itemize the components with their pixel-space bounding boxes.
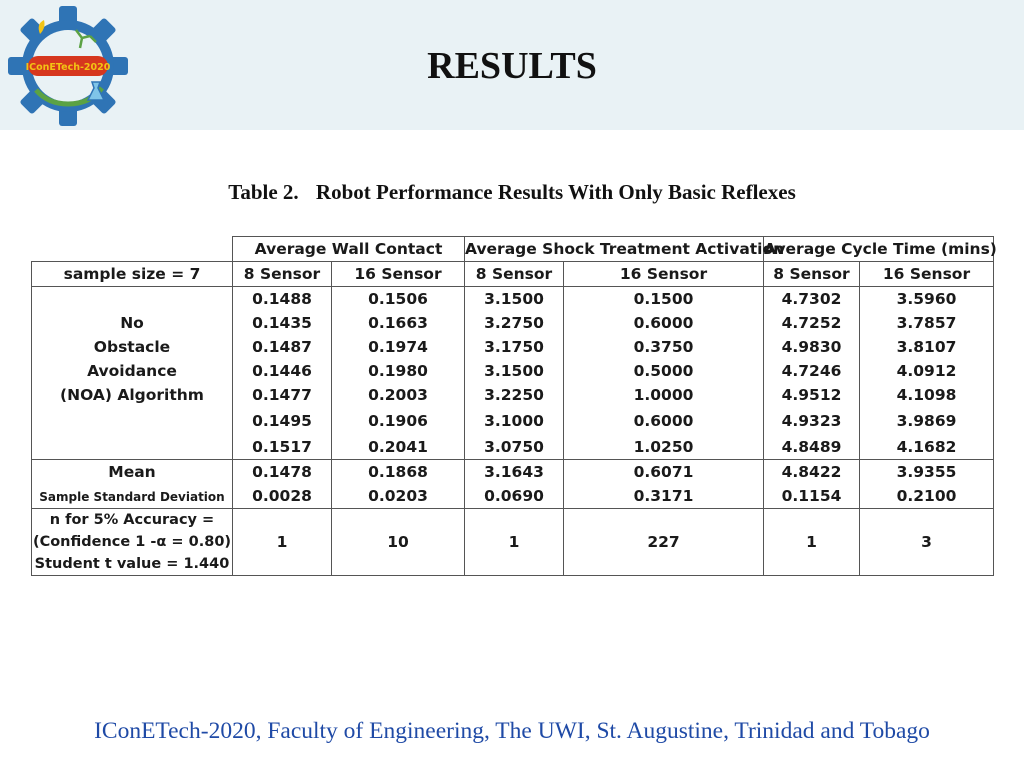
sd-cell: 0.0690 bbox=[465, 484, 564, 509]
table-cell: 4.7252 bbox=[764, 311, 860, 335]
table-cell: 0.3750 bbox=[564, 335, 764, 359]
table-cell: 4.0912 bbox=[860, 359, 994, 383]
algorithm-label-line: Avoidance bbox=[32, 359, 233, 383]
sd-cell: 0.1154 bbox=[764, 484, 860, 509]
algorithm-label-line: No bbox=[32, 311, 233, 335]
results-table bbox=[31, 236, 997, 576]
sub-header-cell: 16 Sensor bbox=[332, 262, 465, 287]
table-row bbox=[32, 383, 994, 407]
table-sub-header-row bbox=[32, 262, 994, 287]
row-label-blank bbox=[32, 407, 233, 435]
table-cell: 4.9323 bbox=[764, 407, 860, 435]
table-cell: 0.1500 bbox=[564, 287, 764, 312]
table-row bbox=[32, 311, 994, 335]
logo-text: IConETech-2020 bbox=[25, 62, 111, 73]
table-cell: 4.8489 bbox=[764, 435, 860, 460]
sd-label-text: Sample Standard Deviation bbox=[39, 490, 225, 504]
sd-label bbox=[32, 484, 233, 509]
sub-header-cell: 8 Sensor bbox=[764, 262, 860, 287]
sub-header-cell: 16 Sensor bbox=[564, 262, 764, 287]
mean-cell: 0.1478 bbox=[233, 460, 332, 485]
table-cell: 0.1446 bbox=[233, 359, 332, 383]
mean-label: Mean bbox=[32, 460, 233, 485]
caption-number: Table 2. bbox=[228, 180, 299, 204]
n-label-line: n for 5% Accuracy = bbox=[49, 512, 215, 528]
table-cell: 0.1663 bbox=[332, 311, 465, 335]
table-cell: 0.1974 bbox=[332, 335, 465, 359]
group-header-cycle-time: Average Cycle Time (mins) bbox=[764, 237, 994, 262]
sd-cell: 0.3171 bbox=[564, 484, 764, 509]
sub-header-cell: 16 Sensor bbox=[860, 262, 994, 287]
table-cell: 4.9512 bbox=[764, 383, 860, 407]
n-cell: 1 bbox=[233, 509, 332, 576]
table-cell: 3.1000 bbox=[465, 407, 564, 435]
mean-cell: 0.1868 bbox=[332, 460, 465, 485]
table-cell: 0.6000 bbox=[564, 407, 764, 435]
table-cell: 1.0000 bbox=[564, 383, 764, 407]
table-row bbox=[32, 407, 994, 435]
table-row bbox=[32, 435, 994, 460]
sub-header-cell: 8 Sensor bbox=[465, 262, 564, 287]
table-group-header-row bbox=[32, 237, 994, 262]
table-cell: 0.1506 bbox=[332, 287, 465, 312]
footer-text: IConETech-2020, Faculty of Engineering, The UWI, St. Augustine, Trinidad and Tobago bbox=[94, 718, 930, 744]
mean-cell: 3.1643 bbox=[465, 460, 564, 485]
table-cell: 3.2250 bbox=[465, 383, 564, 407]
table-cell: 3.0750 bbox=[465, 435, 564, 460]
row-label-blank bbox=[32, 287, 233, 312]
sub-header-cell: 8 Sensor bbox=[233, 262, 332, 287]
table-cell: 0.5000 bbox=[564, 359, 764, 383]
n-accuracy-row bbox=[32, 509, 994, 576]
n-label-line: Student t value = 1.440 bbox=[34, 556, 230, 572]
table-cell: 0.6000 bbox=[564, 311, 764, 335]
header-band bbox=[0, 0, 1024, 130]
mean-cell: 4.8422 bbox=[764, 460, 860, 485]
table-corner bbox=[32, 237, 233, 262]
table-cell: 0.1435 bbox=[233, 311, 332, 335]
n-label-line: (Confidence 1 -α = 0.80) bbox=[32, 534, 232, 550]
table-cell: 3.7857 bbox=[860, 311, 994, 335]
table-cell: 0.1487 bbox=[233, 335, 332, 359]
group-header-wall-contact: Average Wall Contact bbox=[233, 237, 465, 262]
table-cell: 3.9869 bbox=[860, 407, 994, 435]
sd-cell: 0.0203 bbox=[332, 484, 465, 509]
table-cell: 4.1682 bbox=[860, 435, 994, 460]
n-cell: 10 bbox=[332, 509, 465, 576]
table-cell: 4.7246 bbox=[764, 359, 860, 383]
table-cell: 1.0250 bbox=[564, 435, 764, 460]
mean-row bbox=[32, 460, 994, 485]
algorithm-label-line: (NOA) Algorithm bbox=[32, 383, 233, 407]
table-row bbox=[32, 287, 994, 312]
table-cell: 3.5960 bbox=[860, 287, 994, 312]
table-cell: 0.1488 bbox=[233, 287, 332, 312]
table-caption bbox=[0, 180, 1024, 205]
table-cell: 4.1098 bbox=[860, 383, 994, 407]
n-cell: 227 bbox=[564, 509, 764, 576]
algorithm-label-line: Obstacle bbox=[32, 335, 233, 359]
sd-cell: 0.2100 bbox=[860, 484, 994, 509]
table-cell: 3.2750 bbox=[465, 311, 564, 335]
table-cell: 3.1750 bbox=[465, 335, 564, 359]
n-cell: 3 bbox=[860, 509, 994, 576]
mean-cell: 0.6071 bbox=[564, 460, 764, 485]
table-cell: 4.7302 bbox=[764, 287, 860, 312]
n-cell: 1 bbox=[764, 509, 860, 576]
caption-title: Robot Performance Results With Only Basic Reflexes bbox=[315, 180, 796, 204]
n-accuracy-label bbox=[32, 509, 233, 576]
table-cell: 0.1477 bbox=[233, 383, 332, 407]
sample-size-label: sample size = 7 bbox=[32, 262, 233, 287]
table-cell: 0.2003 bbox=[332, 383, 465, 407]
sd-row bbox=[32, 484, 994, 509]
table-cell: 0.1906 bbox=[332, 407, 465, 435]
table-row bbox=[32, 335, 994, 359]
row-label-blank bbox=[32, 435, 233, 460]
table-row bbox=[32, 359, 994, 383]
page-title: RESULTS bbox=[427, 45, 597, 87]
table-cell: 0.1980 bbox=[332, 359, 465, 383]
mean-cell: 3.9355 bbox=[860, 460, 994, 485]
n-cell: 1 bbox=[465, 509, 564, 576]
table-cell: 0.2041 bbox=[332, 435, 465, 460]
table-cell: 0.1495 bbox=[233, 407, 332, 435]
table-cell: 3.1500 bbox=[465, 359, 564, 383]
table-cell: 3.8107 bbox=[860, 335, 994, 359]
group-header-shock-treatment: Average Shock Treatment Activation bbox=[465, 237, 764, 262]
sd-cell: 0.0028 bbox=[233, 484, 332, 509]
table-cell: 4.9830 bbox=[764, 335, 860, 359]
table-cell: 0.1517 bbox=[233, 435, 332, 460]
table-cell: 3.1500 bbox=[465, 287, 564, 312]
